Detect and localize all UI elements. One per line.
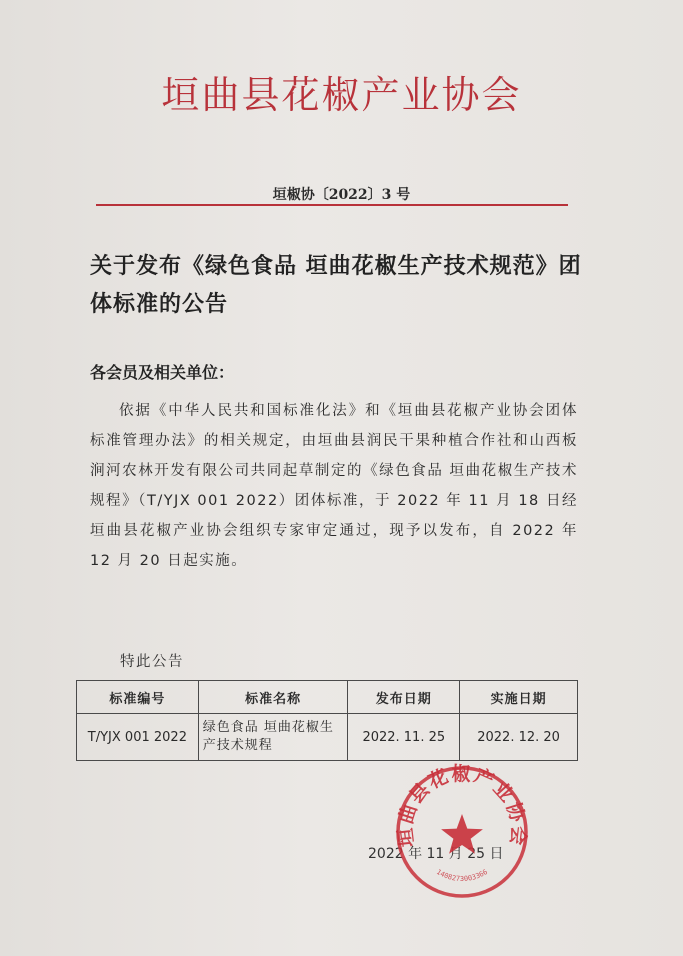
cell-publish-date: 2022. 11. 25 (348, 714, 460, 761)
closing-remark: 特此公告 (120, 654, 184, 670)
cell-standard-name: 绿色食品 垣曲花椒生产技术规程 (198, 714, 348, 761)
seal-star-icon (441, 814, 483, 854)
signature-date: 2022 年 11 月 25 日 (368, 846, 504, 862)
svg-text:1408273003366 (435, 868, 489, 883)
header-standard-code: 标准编号 (77, 681, 199, 714)
official-seal-stamp (392, 762, 532, 902)
notice-body: 依据《中华人民共和国标准化法》和《垣曲县花椒产业协会团体标准管理办法》的相关规定，由垣曲县润民干果种植合作社和山西板涧河农林开发有限公司共同起草制定的《绿色食品 垣曲花椒生产技术规程》（T/YJX 001 2022）团体标准，于 2022 年 11 月 18 日经垣曲县花椒产业协会组织专家审定通过，现予以发布，自 2022 年 12 月 20 日起实施。 (90, 403, 578, 569)
notice-title: 关于发布《绿色食品 垣曲花椒生产技术规范》团体标准的公告 (90, 254, 582, 317)
document-number: 垣椒协〔2022〕3 号 (272, 187, 411, 203)
table-header-row (77, 681, 578, 714)
table-row (77, 714, 578, 761)
organization-title: 垣曲县花椒产业协会 (161, 73, 522, 117)
seal-number: 1408273003366 (435, 867, 489, 884)
standard-table (76, 680, 578, 761)
salutation: 各会员及相关单位： (90, 363, 235, 382)
seal-text: 垣曲县花椒产业协会 (394, 763, 530, 849)
header-publish-date: 发布日期 (348, 681, 460, 714)
cell-standard-code: T/YJX 001 2022 (77, 714, 199, 761)
header-effective-date: 实施日期 (460, 681, 578, 714)
header-divider (96, 204, 568, 206)
cell-effective-date: 2022. 12. 20 (460, 714, 578, 761)
header-standard-name: 标准名称 (198, 681, 348, 714)
